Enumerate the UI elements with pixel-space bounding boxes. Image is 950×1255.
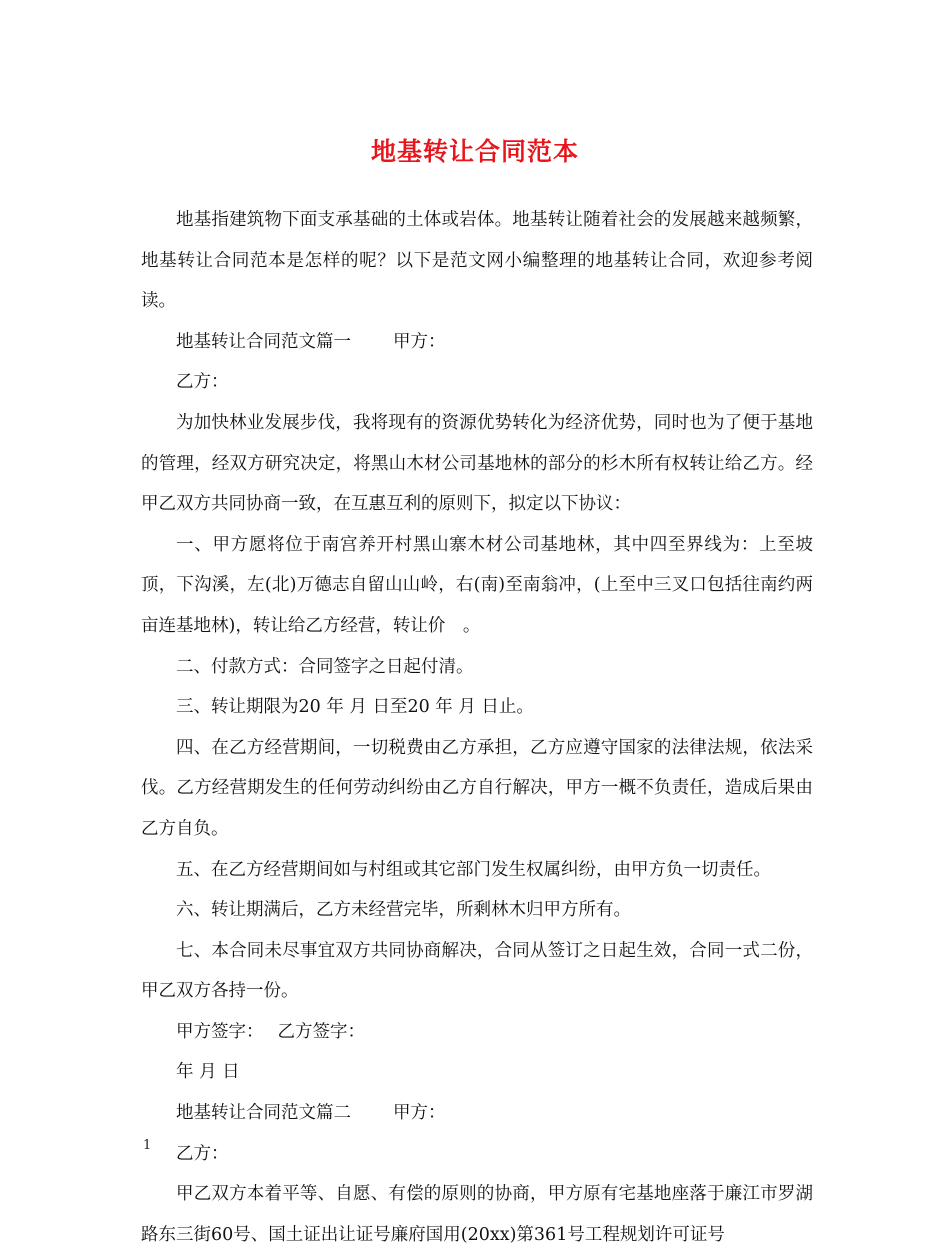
intro-paragraph: 地基指建筑物下面支承基础的土体或岩体。地基转让随着社会的发展越来越频繁，地基转让合同范本是怎样的呢？以下是范文网小编整理的地基转让合同，欢迎参考阅读。 bbox=[141, 210, 813, 312]
signature-a: 甲方签字： bbox=[176, 1021, 264, 1042]
purpose-paragraph: 为加快林业发展步伐，我将现有的资源优势转化为经济优势，同时也为了便于基地的管理，经双方研究决定，将黑山木材公司基地林的部分的杉木所有权转让给乙方。经甲乙双方共同协商一致，在互惠互利的原则下，拟定以下协议： bbox=[141, 412, 813, 515]
party-b-label-2: 乙方： bbox=[176, 1143, 229, 1164]
party-a-label-2: 甲方： bbox=[393, 1103, 446, 1124]
document-body bbox=[141, 200, 813, 1255]
party-b-label: 乙方： bbox=[176, 372, 229, 393]
signature-line bbox=[141, 1012, 813, 1053]
date-line: 年 月 日 bbox=[176, 1062, 240, 1083]
clause-2: 二、付款方式：合同签字之日起付清。 bbox=[176, 656, 474, 677]
party-a-label: 甲方： bbox=[393, 331, 446, 352]
clause-6: 六、转让期满后，乙方未经营完毕，所剩林木归甲方所有。 bbox=[176, 900, 631, 921]
clause-3: 三、转让期限为20 年 月 日至20 年 月 日止。 bbox=[176, 697, 534, 718]
clause-1: 一、甲方愿将位于南宫养开村黑山寨木材公司基地林，其中四至界线为：上至坡顶，下沟溪，左(北)万德志自留山山岭，右(南)至南翁冲，(上至中三叉口包括往南约两亩连基地林)，转让给乙方经营，转让价 。 bbox=[141, 534, 813, 636]
document-title: 地基转让合同范本 bbox=[370, 137, 579, 166]
signature-b: 乙方签字： bbox=[277, 1021, 365, 1042]
clause-4: 四、在乙方经营期间，一切税费由乙方承担，乙方应遵守国家的法律法规，依法采伐。乙方经营期发生的任何劳动纠纷由乙方自行解决，甲方一概不负责任，造成后果由乙方自负。 bbox=[141, 737, 813, 839]
sample2-heading: 地基转让合同范文篇二 bbox=[176, 1103, 351, 1124]
clause-7: 七、本合同未尽事宜双方共同协商解决，合同从签订之日起生效，合同一式二份，甲乙双方各持一份。 bbox=[141, 940, 813, 1002]
sample2-heading-line bbox=[141, 1093, 813, 1134]
sample2-body-paragraph: 甲乙双方本着平等、自愿、有偿的原则的协商，甲方原有宅基地座落于廉江市罗湖路东三街60号、国土证出让证号廉府国用(20xx)第361号工程规划许可证号 bbox=[141, 1184, 813, 1245]
sample1-heading-line bbox=[141, 322, 813, 363]
page-number: 1 bbox=[143, 1138, 152, 1153]
sample1-heading: 地基转让合同范文篇一 bbox=[176, 331, 351, 352]
clause-5: 五、在乙方经营期间如与村组或其它部门发生权属纠纷，由甲方负一切责任。 bbox=[176, 859, 771, 880]
